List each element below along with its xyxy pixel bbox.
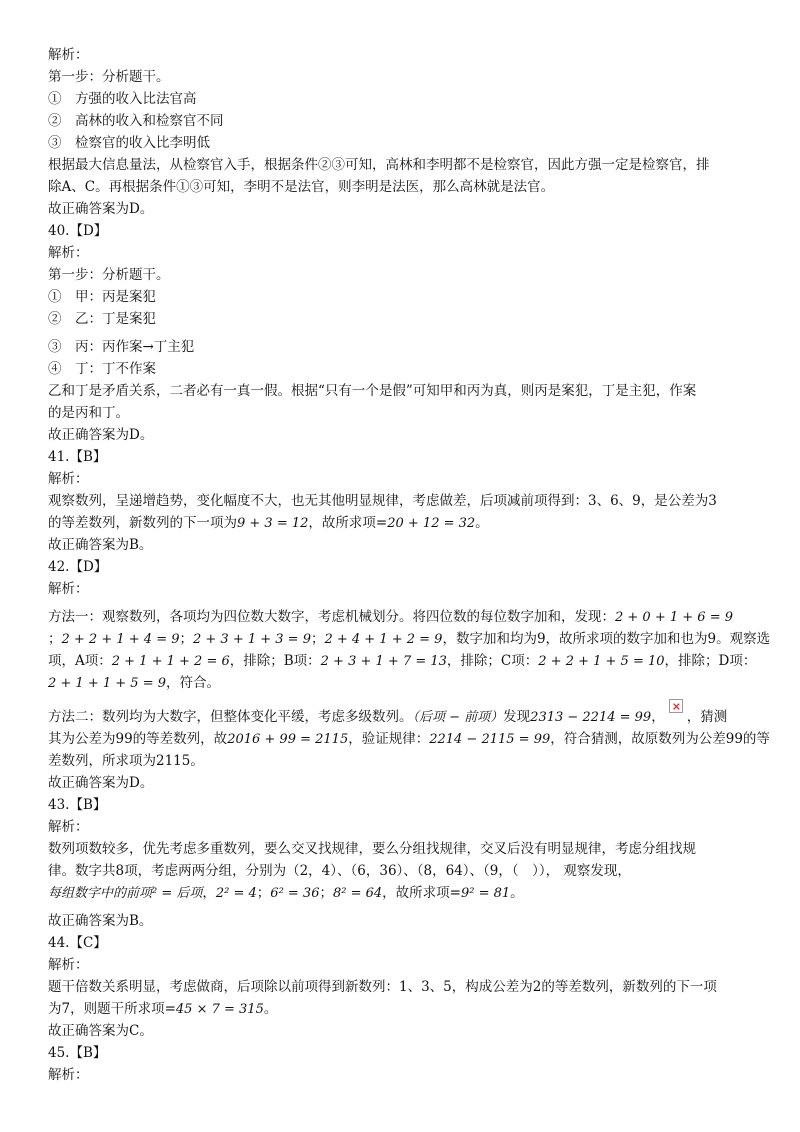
formula: 45 × 7 = 315 <box>175 1002 264 1017</box>
text-run: 项，A项： <box>48 653 112 669</box>
analysis-label: 解析： <box>48 581 89 597</box>
question-number: 41.【B】 <box>48 449 107 465</box>
text-run: 发现 <box>503 709 531 725</box>
formula: 2 + 3 + 1 + 7 = 13 <box>320 654 447 669</box>
paragraph <box>48 728 770 750</box>
condition-1: ① 方强的收入比法官高 <box>48 91 197 107</box>
formula: 2 + 1 + 1 + 5 = 9 <box>48 676 166 691</box>
text-run: ； <box>310 631 325 647</box>
paragraph: 律。数字共8项，考虑两两分组，分别为（2，4）、（6，36）、（8，64）、（9，（ ））， 观察发现， <box>48 863 631 879</box>
text-run: ，故所求项= <box>382 885 461 901</box>
condition-2: ② 乙：丁是案犯 <box>48 311 156 327</box>
formula: 2 + 1 + 1 + 2 = 6 <box>111 654 230 669</box>
condition-4: ④ 丁：丁不作案 <box>48 361 156 377</box>
condition-3: ③ 丙：丙作案→丁主犯 <box>48 339 195 355</box>
formula: 2 + 2 + 1 + 4 = 9 <box>61 632 180 647</box>
document-page <box>48 44 771 1086</box>
condition-3: ③ 检察官的收入比李明低 <box>48 135 210 151</box>
text-run: 。 <box>263 1001 278 1017</box>
paragraph: 的是丙和丁。 <box>48 405 129 421</box>
formula: （后项 − 前项） <box>412 710 504 725</box>
paragraph <box>48 512 760 534</box>
answer-line: 故正确答案为B。 <box>48 537 153 553</box>
analysis-label: 解析： <box>48 245 89 261</box>
text-run: 的等差数列，新数列的下一项为 <box>48 515 237 531</box>
paragraph <box>48 672 760 694</box>
paragraph: 观察数列，呈递增趋势，变化幅度不大，也无其他明显规律，考虑做差，后项减前项得到：3、6、9，是公差为3 <box>48 493 717 509</box>
step-heading: 第一步：分析题干。 <box>48 267 170 283</box>
answer-line: 故正确答案为D。 <box>48 427 154 443</box>
text-run: ，猜测 <box>686 709 728 725</box>
answer-line: 故正确答案为C。 <box>48 1023 153 1039</box>
text-run: ，排除；D项： <box>664 653 757 669</box>
paragraph: 差数列，所求项为2115。 <box>48 753 204 769</box>
text-run: 其为公差为99的等差数列，故 <box>48 731 228 747</box>
text-run: ，排除；B项： <box>229 653 321 669</box>
question-number: 44.【C】 <box>48 935 107 951</box>
paragraph: 题干倍数关系明显，考虑做商，后项除以前项得到新数列：1、3、5，构成公差为2的等差数列，新数列的下一项 <box>48 979 717 995</box>
text-run: ； <box>179 631 193 647</box>
paragraph <box>48 650 760 672</box>
paragraph <box>48 606 760 628</box>
text-run: ； <box>256 885 271 901</box>
text-run: ，符合猜测，故原数列为公差99的等 <box>550 731 770 747</box>
formula: 2 + 3 + 1 + 3 = 9 <box>192 632 311 647</box>
analysis-label: 解析： <box>48 819 89 835</box>
paragraph <box>48 628 771 650</box>
formula: 每组数字中的前项² = 后项 <box>48 886 203 901</box>
formula: 2 + 0 + 1 + 6 = 9 <box>615 610 733 625</box>
paragraph <box>48 882 760 904</box>
text-run: 方法二：数列均为大数字，但整体变化平缓，考虑多级数列。 <box>48 709 413 725</box>
text-run: ，排除；C项： <box>446 653 539 669</box>
formula: 2 + 2 + 1 + 5 = 10 <box>538 654 665 669</box>
question-number: 45.【B】 <box>48 1045 107 1061</box>
paragraph <box>48 706 760 728</box>
text-run: ，验证规律： <box>348 731 430 747</box>
formula: 8² = 64 <box>332 886 383 901</box>
formula: 6² = 36 <box>270 886 320 901</box>
formula: 2313 − 2214 = 99 <box>530 710 652 725</box>
text-run: ，符合。 <box>165 675 220 691</box>
text-run: 。 <box>510 885 524 901</box>
paragraph <box>48 998 760 1020</box>
answer-line: 故正确答案为B。 <box>48 913 153 929</box>
analysis-label: 解析： <box>48 471 89 487</box>
formula: 2214 − 2115 = 99 <box>429 732 551 747</box>
formula: 2² = 4 <box>215 886 257 901</box>
analysis-label: 解析： <box>48 1067 89 1083</box>
condition-1: ① 甲：丙是案犯 <box>48 289 156 305</box>
answer-line: 故正确答案为D。 <box>48 201 154 217</box>
formula: 9 + 3 = 12 <box>237 516 309 531</box>
broken-image-icon <box>669 699 683 713</box>
text-run: ， <box>202 885 216 901</box>
analysis-label: 解析： <box>48 47 89 63</box>
step-heading: 第一步：分析题干。 <box>48 69 170 85</box>
text-run: ，数字加和均为9，故所求项的数字加和也为9。观察选 <box>442 631 771 647</box>
paragraph: 根据最大信息量法，从检察官入手，根据条件②③可知，高林和李明都不是检察官，因此方强一定是检察官，排 <box>48 157 710 173</box>
formula: 9² = 81 <box>460 886 511 901</box>
text-run: ； <box>48 631 62 647</box>
answer-line: 故正确答案为D。 <box>48 775 154 791</box>
paragraph: 乙和丁是矛盾关系，二者必有一真一假。根据“只有一个是假”可知甲和丙为真，则丙是案犯，丁是主犯，作案 <box>48 383 697 399</box>
question-number: 40.【D】 <box>48 223 108 239</box>
paragraph: 数列项数较多，优先考虑多重数列，要么交叉找规律，要么分组找规律，交叉后没有明显规律，考虑分组找规 <box>48 841 696 857</box>
text-run: 为7，则题干所求项= <box>48 1001 176 1017</box>
text-run: 方法一：观察数列，各项均为四位数大数字，考虑机械划分。将四位数的每位数字加和，发现： <box>48 609 615 625</box>
question-number: 43.【B】 <box>48 797 107 813</box>
analysis-label: 解析： <box>48 957 89 973</box>
formula: 2016 + 99 = 2115 <box>227 732 349 747</box>
formula: 20 + 12 = 32 <box>387 516 476 531</box>
condition-2: ② 高林的收入和检察官不同 <box>48 113 224 129</box>
text-run: ，故所求项= <box>308 515 388 531</box>
formula: 2 + 4 + 1 + 2 = 9 <box>324 632 443 647</box>
text-run: 。 <box>475 515 489 531</box>
paragraph: 除A、C。再根据条件①③可知，李明不是法官，则李明是法医，那么高林就是法官。 <box>48 179 555 195</box>
question-number: 42.【D】 <box>48 559 108 575</box>
text-run: ； <box>319 885 333 901</box>
text-run: ， <box>651 709 665 725</box>
